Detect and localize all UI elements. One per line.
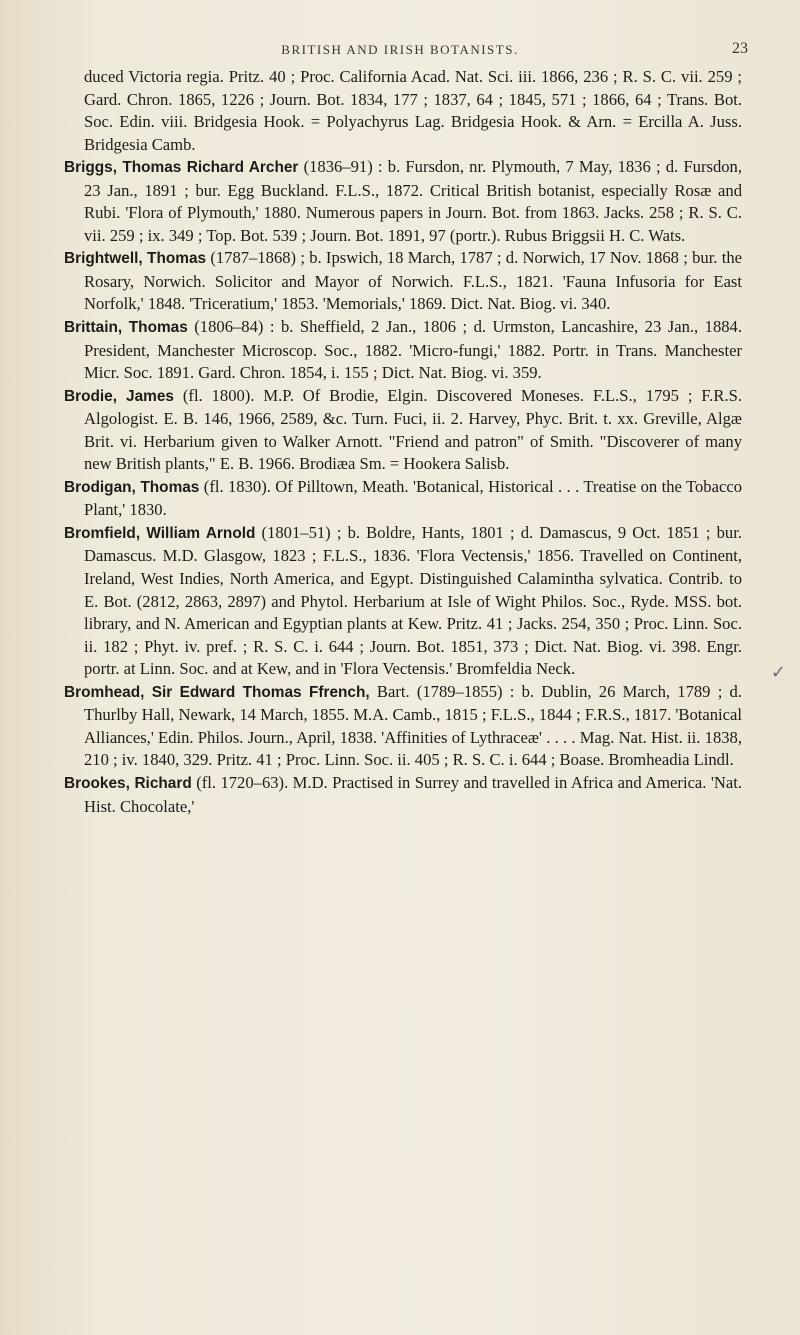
entry-text: (1787–1868) ; b. Ipswich, 18 March, 1787 ; d. Norwich, 17 Nov. 1868 ; bur. the Rosary, Norwich. Solicitor and Mayor of Norwich. F.L.S., 1821. 'Fauna Infusoria for East Norfolk,' 1848. 'Triceratium,' 1853. 'Memorials,' 1869. Dict. Nat. Biog. vi. 340. (84, 248, 742, 314)
entry-text: (1801–51) ; b. Boldre, Hants, 1801 ; d. Damascus, 9 Oct. 1851 ; bur. Damascus. M.D. Glasgow, 1823 ; F.L.S., 1836. 'Flora Vectensis,' 1856. Travelled on Continent, Ireland, West Indies, North America, and Egypt. Distinguished Calamintha sylvatica. Contrib. to E. Bot. (2812, 2863, 2897) and Phytol. Herbarium at Isle of Wight Philos. Soc., Ryde. MSS. bot. library, and N. American and Egyptian plants at Kew. Pritz. 41 ; Jacks. 254, 350 ; Proc. Linn. Soc. ii. 182 ; Phyt. iv. pref. ; R. S. C. i. 644 ; Journ. Bot. 1851, 373 ; Dict. Nat. Biog. vi. 398. Engr. portr. at Linn. Soc. and at Kew, and in 'Flora Vectensis.' Bromfeldia Neck. (84, 522, 742, 679)
entry-brodigan (64, 476, 742, 522)
margin-check-mark: ✓ (770, 662, 786, 683)
dictionary-entries (64, 66, 742, 818)
entry-text: (fl. 1800). M.P. Of Brodie, Elgin. Discovered Moneses. F.L.S., 1795 ; F.R.S. Algologist. E. B. 146, 1966, 2589, &c. Turn. Fuci, ii. 2. Harvey, Phyc. Brit. t. xx. Greville, Algæ Brit. vi. Herbarium given to Walker Arnott. "Friend and patron" of Smith. "Discoverer of many new British plants," E. B. 1966. Brodiæa Sm. = Hookera Salisb. (84, 385, 742, 474)
entry-brightwell (64, 247, 742, 316)
entry-text: (fl. 1720–63). M.D. Practised in Surrey and travelled in Africa and America. 'Nat. Hist. Chocolate,' (84, 772, 742, 816)
entry-brookes (64, 772, 742, 818)
entry-brodie (64, 385, 742, 476)
entry-text: (fl. 1830). Of Pilltown, Meath. 'Botanical, Historical . . . Treatise on the Tobacco Plant,' 1830. (84, 476, 742, 520)
page-number: 23 (732, 40, 748, 57)
entry-name: Bromfield, William Arnold (64, 524, 256, 542)
entry-briggs (64, 156, 742, 247)
entry-brittain (64, 316, 742, 385)
entry-name: Brightwell, Thomas (64, 250, 207, 268)
running-head: BRITISH AND IRISH BOTANISTS. (281, 42, 519, 57)
entry-text: Bart. (1789–1855) : b. Dublin, 26 March, 1789 ; d. Thurlby Hall, Newark, 14 March, 1855. M.A. Camb., 1815 ; F.L.S., 1844 ; F.R.S., 1817. 'Botanical Alliances,' Edin. Philos. Journ., April, 1838. 'Affinities of Lythraceæ' . . . . Mag. Nat. Hist. ii. 1838, 210 ; iv. 1840, 329. Pritz. 41 ; Proc. Linn. Soc. ii. 405 ; R. S. C. i. 644 ; Boase. Bromheadia Lindl. (84, 681, 742, 770)
entry-bromfield (64, 522, 742, 681)
entry-text: (1836–91) : b. Fursdon, nr. Plymouth, 7 May, 1836 ; d. Fursdon, 23 Jan., 1891 ; bur. Egg Buckland. F.L.S., 1872. Critical British botanist, especially Rosæ and Rubi. 'Flora of Plymouth,' 1880. Numerous papers in Journ. Bot. from 1863. Jacks. 258 ; R. S. C. vii. 259 ; ix. 349 ; Top. Bot. 539 ; Journ. Bot. 1891, 97 (portr.). Rubus Briggsii H. C. Wats. (84, 157, 742, 245)
entry-continuation (64, 66, 742, 156)
entry-bromhead (64, 681, 742, 772)
entry-text: (1806–84) : b. Sheffield, 2 Jan., 1806 ; d. Urmston, Lancashire, 23 Jan., 1884. President, Manchester Microscop. Soc., 1882. 'Micro-fungi,' 1882. Portr. in Trans. Manchester Micr. Soc. 1891. Gard. Chron. 1854, i. 155 ; Dict. Nat. Biog. vi. 359. (84, 317, 742, 383)
entry-name: Brittain, Thomas (64, 319, 188, 337)
entry-name: Bromhead, Sir Edward Thomas Ffrench, (64, 683, 370, 701)
entry-name: Brodie, James (64, 387, 174, 405)
entry-name: Brookes, Richard (64, 774, 192, 792)
entry-name: Brodigan, Thomas (64, 478, 200, 496)
entry-name: Briggs, Thomas Richard Archer (64, 159, 299, 177)
entry-text: duced Victoria regia. Pritz. 40 ; Proc. California Acad. Nat. Sci. iii. 1866, 236 ; R. S. C. vii. 259 ; Gard. Chron. 1865, 1226 ; Journ. Bot. 1834, 177 ; 1837, 64 ; 1845, 571 ; 1866, 64 ; Trans. Bot. Soc. Edin. viii. Bridgesia Hook. = Polyachyrus Lag. Bridgesia Hook. & Arn. = Ercilla A. Juss. Bridgesia Camb. (84, 67, 742, 154)
